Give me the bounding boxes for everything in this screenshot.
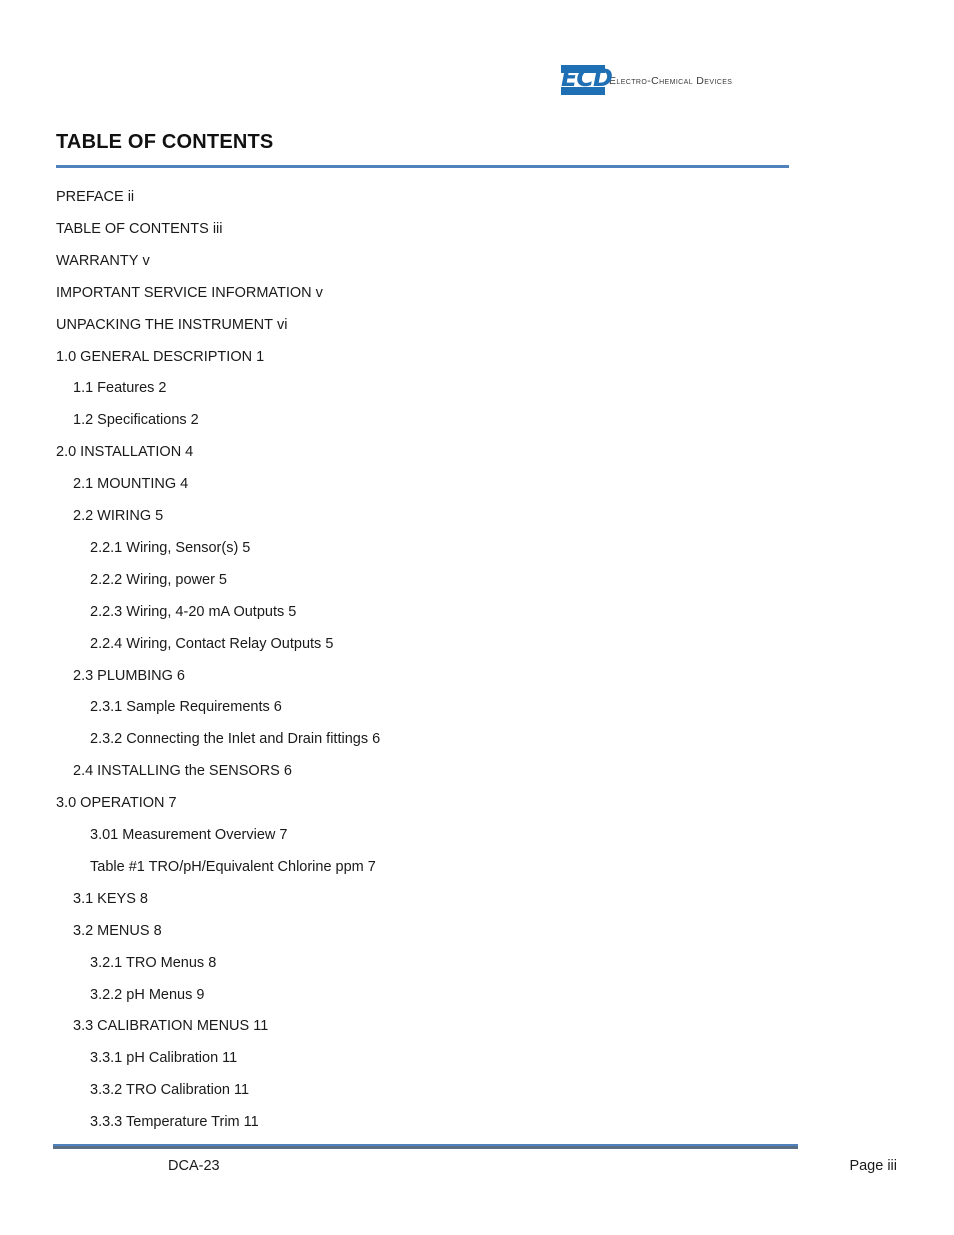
page-title: TABLE OF CONTENTS	[56, 131, 274, 153]
footer-page-number: Page iii	[849, 1158, 897, 1174]
footer-rule	[53, 1144, 798, 1149]
toc-entry-page: 4	[185, 444, 194, 461]
toc-entry-page: 6	[273, 699, 282, 716]
toc-entry-page: 5	[288, 603, 297, 620]
toc-entry-label: 2.3.1 Sample Requirements	[90, 699, 270, 716]
ecd-logo-mark	[561, 61, 612, 99]
toc-entry-label: 2.0 INSTALLATION	[56, 444, 182, 461]
toc-entry-page: ii	[127, 189, 135, 205]
toc-entry-label: PREFACE	[56, 189, 124, 205]
toc-entry-label: 3.0 OPERATION	[56, 795, 165, 812]
logo-mark-letters: ECD	[561, 64, 612, 92]
toc-entry-page: 11	[243, 1114, 259, 1131]
toc-entry-label: IMPORTANT SERVICE INFORMATION	[56, 284, 312, 301]
toc-entry-label: 2.3.2 Connecting the Inlet and Drain fittings	[90, 731, 369, 748]
toc-entry-label: 2.3 PLUMBING	[73, 667, 173, 684]
toc-entry-page: v	[315, 284, 323, 301]
toc-entry-label: 2.2.1 Wiring, Sensor(s)	[90, 539, 239, 556]
toc-entry-label: 3.2 MENUS	[73, 922, 150, 939]
toc-entry-page: 7	[367, 858, 376, 875]
toc-entry-label: 2.2.2 Wiring, power	[90, 571, 215, 588]
toc-entry-page: 6	[372, 731, 381, 748]
toc-entry-label: Table #1 TRO/pH/Equivalent Chlorine ppm	[90, 858, 364, 875]
toc-entry-page: 11	[253, 1018, 269, 1035]
toc-entry-page: 1	[256, 348, 265, 365]
ecd-logo	[561, 60, 732, 100]
toc-entry-page: 5	[218, 571, 227, 588]
toc-entry-page: 7	[279, 827, 288, 843]
toc-entry-label: 1.2 Specifications	[73, 412, 187, 429]
toc-entry-page: 8	[153, 922, 162, 939]
toc-entry-page: 8	[139, 890, 148, 907]
toc-entry-label: 2.1 MOUNTING	[73, 476, 177, 493]
toc-entry-label: 3.01 Measurement Overview	[90, 827, 276, 843]
toc-entry-page: 9	[196, 986, 205, 1003]
toc-entry-label: 3.3 CALIBRATION MENUS	[73, 1018, 250, 1035]
toc-entry-page: iii	[212, 220, 223, 237]
toc-entry-label: 2.4 INSTALLING the SENSORS	[73, 763, 280, 780]
footer-doc-id: DCA-23	[168, 1158, 220, 1174]
toc-entry-page: 11	[233, 1082, 250, 1099]
toc-entry-page: 6	[283, 763, 292, 780]
toc-entry-label: 1.1 Features	[73, 380, 155, 397]
toc-entry-label: 1.0 GENERAL DESCRIPTION	[56, 348, 253, 365]
toc-entry-label: 3.2.1 TRO Menus	[90, 954, 205, 971]
toc-entry-page: 5	[155, 508, 164, 524]
toc-entry-page: vi	[276, 316, 288, 333]
toc-entry-page: 11	[222, 1050, 238, 1067]
toc-entry-label: 2.2.4 Wiring, Contact Relay Outputs	[90, 635, 322, 652]
toc-entry-page: 7	[168, 795, 177, 812]
toc-entry-label: 2.2 WIRING	[73, 508, 152, 524]
toc-entry-page: 2	[158, 380, 167, 397]
toc-entry-label: UNPACKING THE INSTRUMENT	[56, 316, 273, 333]
toc-entry-label: WARRANTY	[56, 252, 139, 269]
toc-entry-label: 2.2.3 Wiring, 4-20 mA Outputs	[90, 603, 285, 620]
toc-entry-label: 3.3.3 Temperature Trim	[90, 1114, 240, 1131]
toc-entry-page: 5	[325, 635, 334, 652]
toc-entry-label: 3.3.1 pH Calibration	[90, 1050, 219, 1067]
toc-entry-label: TABLE OF CONTENTS	[56, 220, 209, 237]
company-name: Electro-Chemical Devices	[609, 75, 733, 87]
toc-entry-label: 3.2.2 pH Menus	[90, 986, 193, 1003]
toc-entry-page: 6	[176, 667, 185, 684]
title-rule	[56, 165, 789, 168]
toc-entry-label: 3.3.2 TRO Calibration	[90, 1082, 230, 1099]
toc-entry-label: 3.1 KEYS	[73, 890, 136, 907]
toc-entry-page: v	[142, 252, 150, 269]
toc-entry-page: 8	[208, 954, 217, 971]
toc-entry-page: 5	[242, 539, 251, 556]
toc-entry-page: 4	[180, 476, 189, 493]
toc-entry-page: 2	[190, 412, 199, 429]
